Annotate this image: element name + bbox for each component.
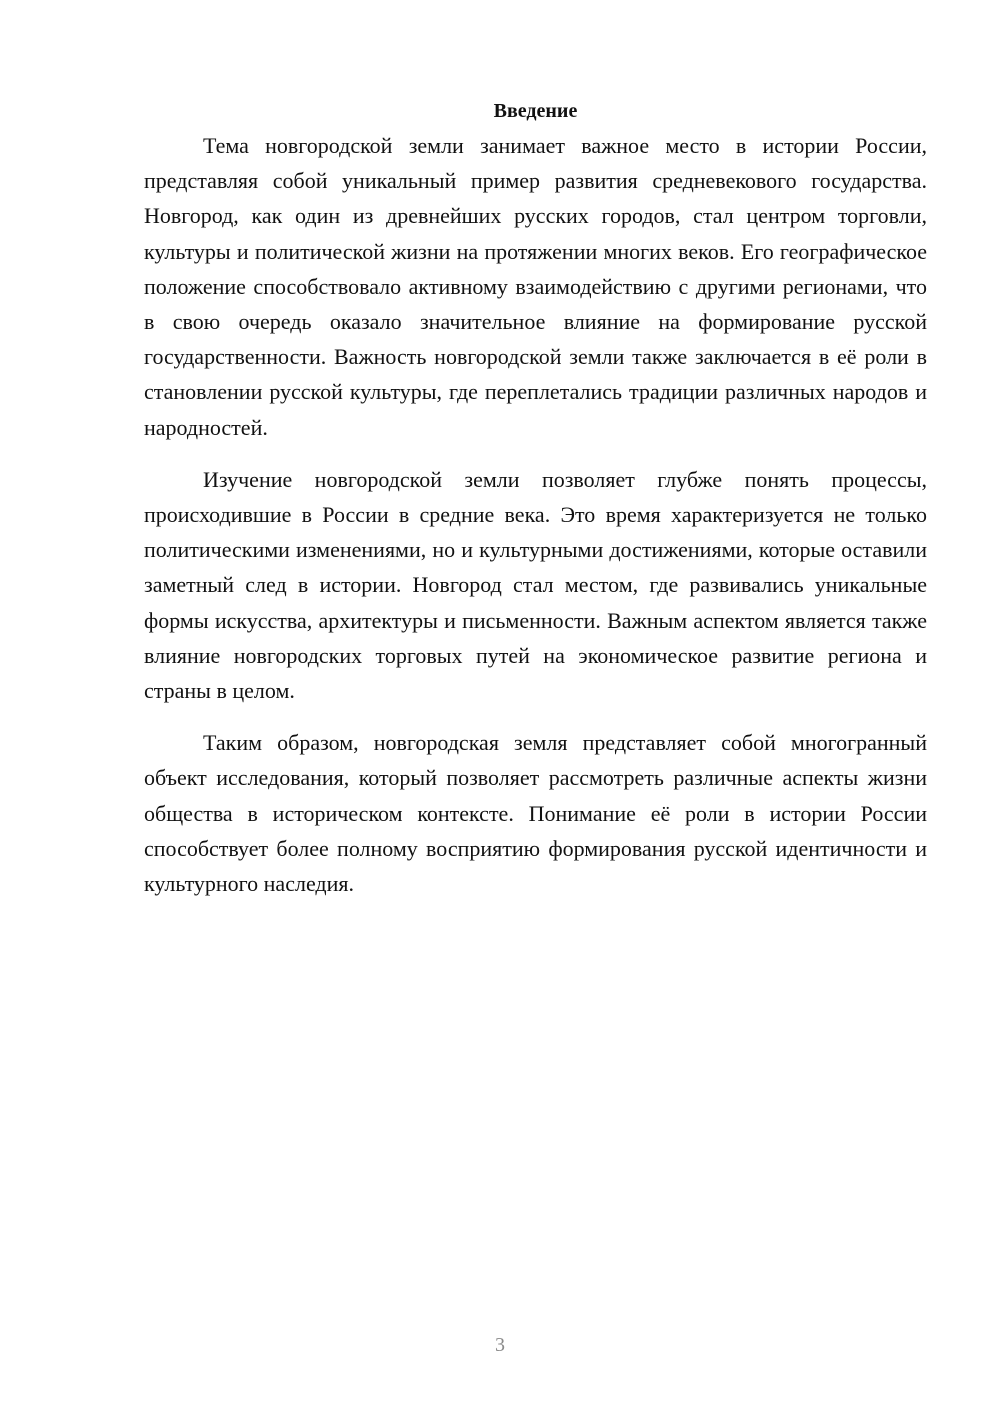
paragraph-3: Таким образом, новгородская земля представляет собой многогранный объект исследования, который позволяет рассмотреть различные аспекты жизни общества в историческом контексте. Понимание её роли в истории России способствует более полному восприятию формирования русской идентичности и культурного наследия.	[144, 730, 927, 897]
paragraph-1: Тема новгородской земли занимает важное место в истории России, представляя собой уникальный пример развития средневекового государства. Новгород, как один из древнейших русских городов, стал центром торговли, культуры и политической жизни на протяжении многих веков. Его географическое положение способствовало активному взаимодействию с другими регионами, что в свою очередь оказало значительное влияние на формирование русской государственности. Важность новгородской земли также заключается в её роли в становлении русской культуры, где переплетались традиции различных народов и народностей.	[144, 133, 927, 440]
paragraph-2: Изучение новгородской земли позволяет глубже понять процессы, происходившие в России в средние века. Это время характеризуется не только политическими изменениями, но и культурными достижениями, которые оставили заметный след в истории. Новгород стал местом, где развивались уникальные формы искусства, архитектуры и письменности. Важным аспектом является также влияние новгородских торговых путей на экономическое развитие региона и страны в целом.	[144, 466, 927, 704]
section-heading: Введение	[493, 100, 578, 122]
page-content	[144, 96, 927, 918]
page-number: 3	[495, 1334, 505, 1356]
